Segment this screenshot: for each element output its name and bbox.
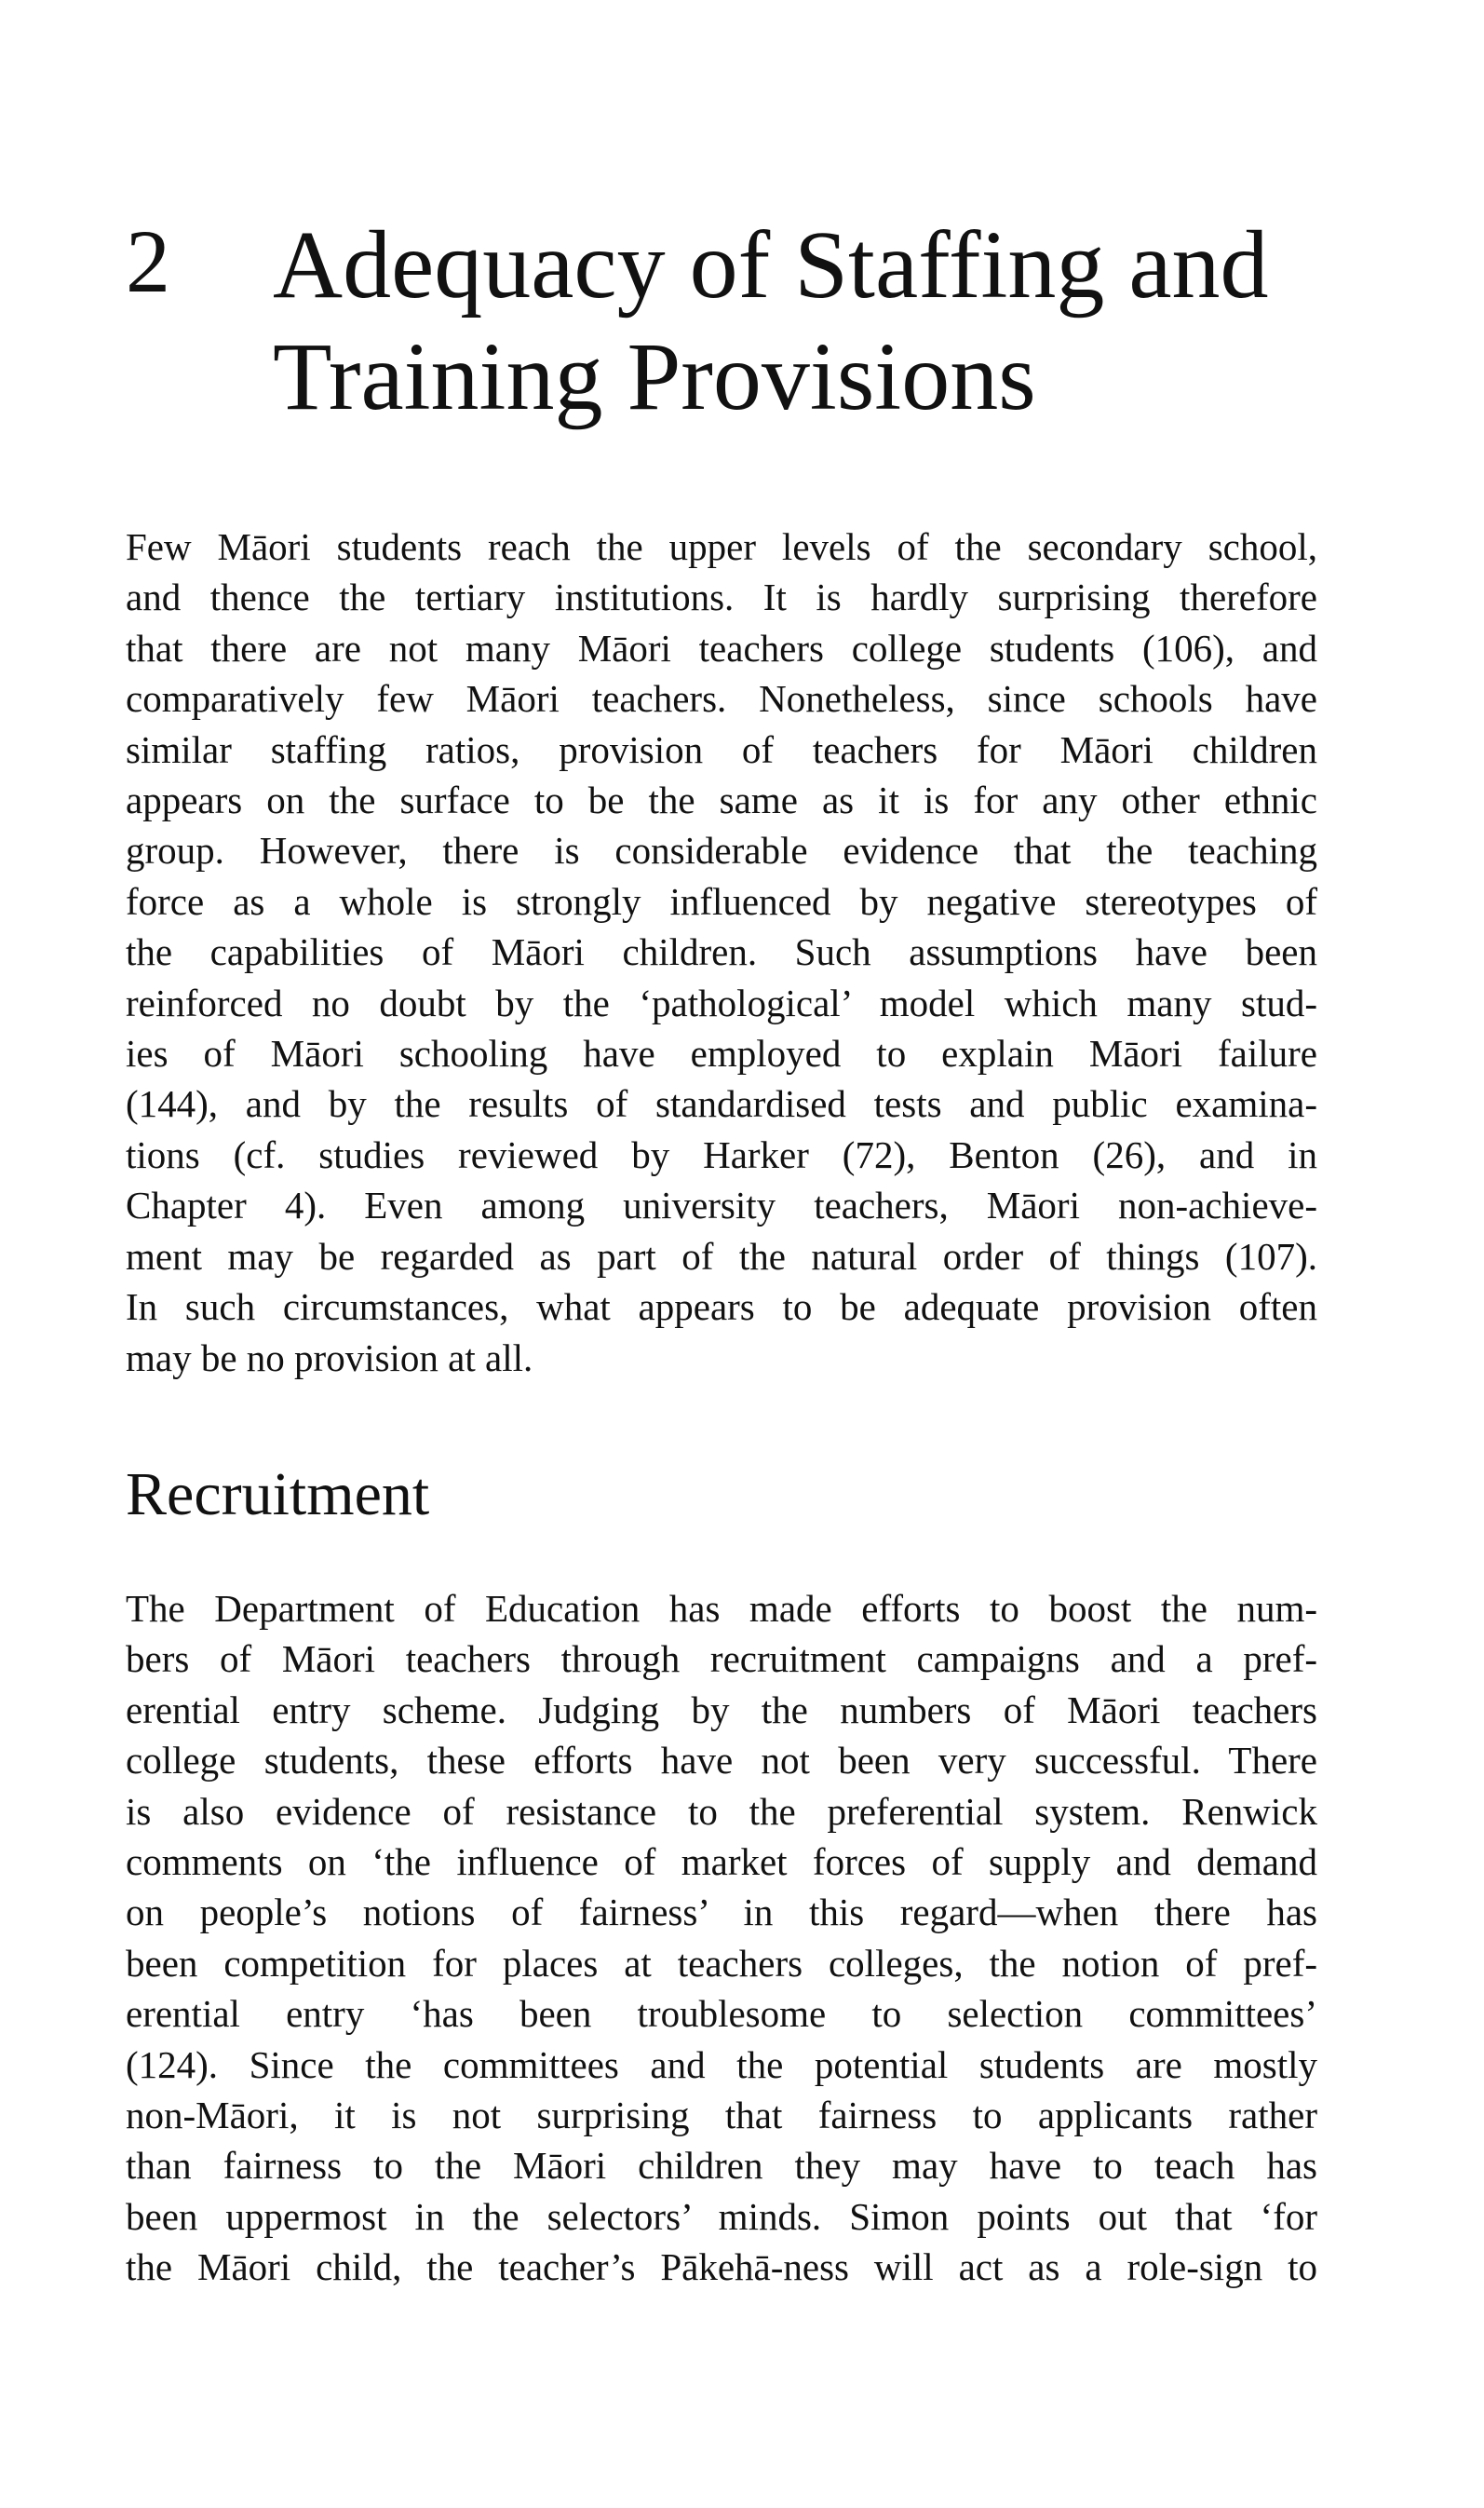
text-line: than fairness to the Māori children they may have to teach has (126, 2144, 1317, 2188)
text-line: In such circumstances, what appears to be adequate provision often (126, 1285, 1317, 1329)
text-line: comments on ‘the influence of market forces of supply and demand (126, 1840, 1317, 1884)
text-line: group. However, there is considerable evidence that the teaching (126, 829, 1317, 873)
text-line: erential entry ‘has been troublesome to selection committees’ (126, 1992, 1317, 2036)
text-line: The Department of Education has made efforts to boost the num- (126, 1587, 1317, 1630)
text-line: force as a whole is strongly influenced by negative stereotypes of (126, 879, 1317, 923)
text-line: that there are not many Māori teachers college students (106), and (126, 626, 1317, 670)
text-line: Chapter 4). Even among university teachers, Māori non-achieve- (126, 1184, 1317, 1227)
text-line: Few Māori students reach the upper levels of the secondary school, (126, 525, 1317, 568)
text-line: and thence the tertiary institutions. It is hardly surprising therefore (126, 576, 1317, 619)
text-line: (124). Since the committees and the potential students are mostly (126, 2042, 1317, 2086)
text-line: tions (cf. studies reviewed by Harker (72), Benton (26), and in (126, 1132, 1317, 1176)
text-line: bers of Māori teachers through recruitment campaigns and a pref- (126, 1637, 1317, 1681)
text-line: reinforced no doubt by the ‘pathological’ model which many stud- (126, 981, 1317, 1024)
text-line: ment may be regarded as part of the natural order of things (107). (126, 1234, 1317, 1278)
text-line: ies of Māori schooling have employed to explain Māori failure (126, 1032, 1317, 1076)
section-heading: Recruitment (126, 1460, 430, 1528)
text-line: non-Māori, it is not surprising that fairness to applicants rather (126, 2094, 1317, 2137)
text-line: the capabilities of Māori children. Such assumptions have been (126, 930, 1317, 974)
text-line: appears on the surface to be the same as it is for any other ethnic (126, 779, 1317, 822)
text-line: (144), and by the results of standardised tests and public examina- (126, 1082, 1317, 1126)
paragraph-recruitment (126, 1583, 1317, 2293)
text-line: on people’s notions of fairness’ in this regard—when there has (126, 1891, 1317, 1934)
paragraph-intro (126, 522, 1317, 1383)
text-line: erential entry scheme. Judging by the numbers of Māori teachers (126, 1688, 1317, 1731)
text-line: comparatively few Māori teachers. Nonetheless, since schools have (126, 677, 1317, 721)
chapter-number: 2 (126, 211, 170, 311)
chapter-title: Adequacy of Staffing and Training Provisions (273, 211, 1269, 430)
text-line: similar staffing ratios, provision of teachers for Māori children (126, 727, 1317, 771)
text-line: is also evidence of resistance to the preferential system. Renwick (126, 1789, 1317, 1833)
text-line: may be no provision at all. (126, 1335, 533, 1379)
text-line: the Māori child, the teacher’s Pākehā-ness will act as a role-sign to (126, 2245, 1317, 2289)
text-line: been competition for places at teachers colleges, the notion of pref- (126, 1941, 1317, 1985)
text-line: college students, these efforts have not been very successful. There (126, 1739, 1317, 1783)
text-line: been uppermost in the selectors’ minds. Simon points out that ‘for (126, 2194, 1317, 2238)
